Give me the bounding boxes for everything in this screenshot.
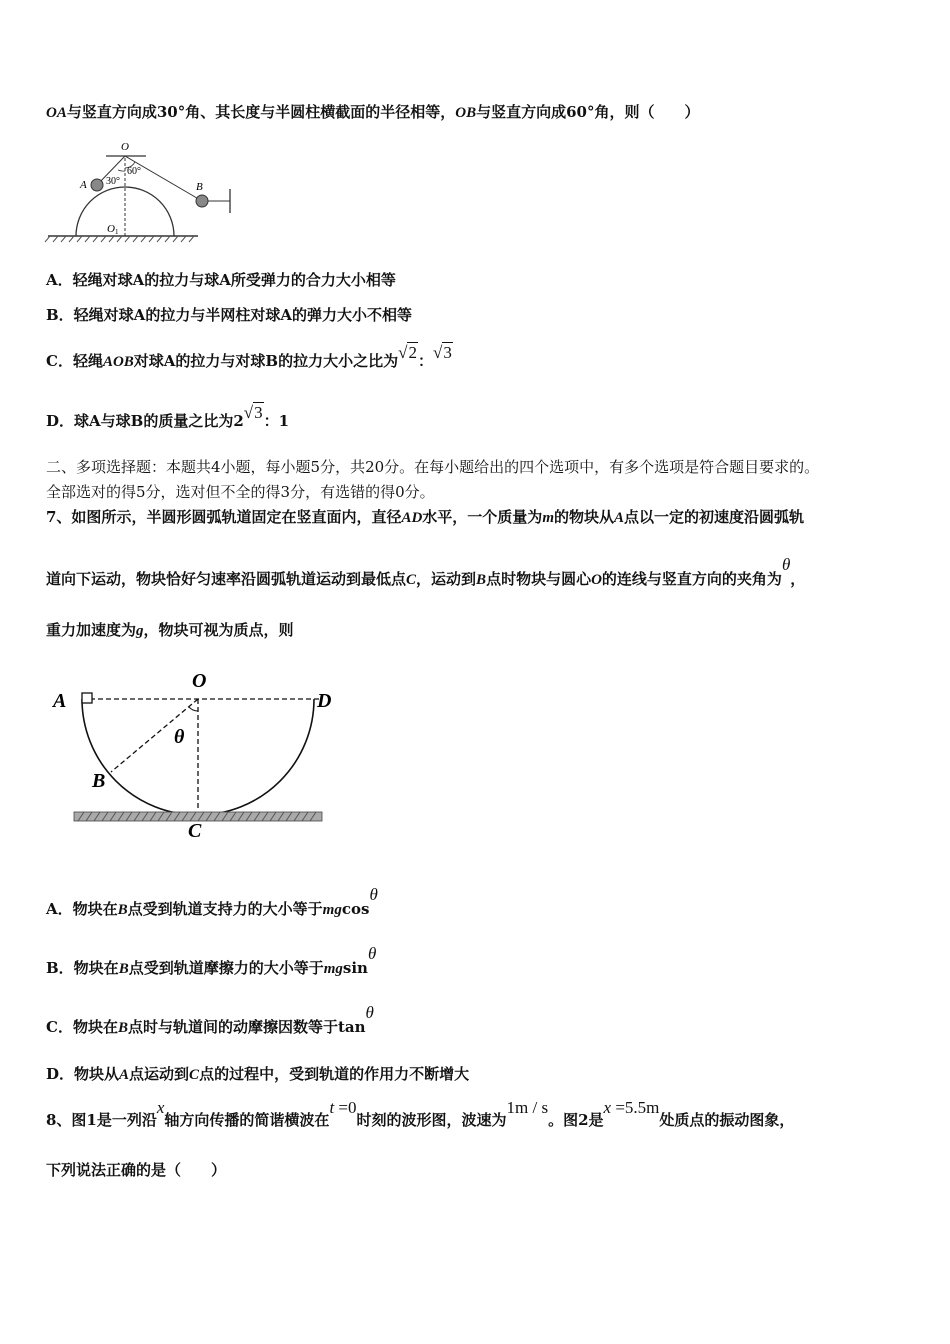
q7-figure xyxy=(48,665,358,845)
q7-stem-line1: 7、如图所示，半圆形圆弧轨道固定在竖直面内，直径AD水平，一个质量为m的物块从A点以一定的初速度沿圆弧轨 xyxy=(46,508,805,526)
q7-fig-label-d: D xyxy=(317,690,332,712)
sqrt-3: √3 xyxy=(243,403,263,422)
q7-option-a: A．物块在B点受到轨道支持力的大小等于mgcosθ xyxy=(46,885,378,918)
q6-fig-angle-60: 60° xyxy=(127,166,141,177)
q6-fig-label-a: A xyxy=(80,179,87,191)
q7-fig-label-c: C xyxy=(188,820,202,842)
q6-option-d: D．球A与球B的质量之比为2√3：1 xyxy=(46,403,290,430)
q8-stem-line1: 8、图1是一列沿x轴方向传播的简谐横波在t =0时刻的波形图，波速为1m / s。图2是x =5.5m处质点的振动图象， xyxy=(46,1098,795,1129)
q6-fig-label-b: B xyxy=(196,181,203,193)
sqrt-2: √2 xyxy=(398,343,417,362)
q7-fig-label-b: B xyxy=(92,770,106,792)
q7-option-d: D．物块从A点运动到C点的过程中，受到轨道的作用力不断增大 xyxy=(46,1065,470,1083)
q7-option-c: C．物块在B点时与轨道间的动摩擦因数等于tanθ xyxy=(46,1003,374,1036)
q7-option-b: B．物块在B点受到轨道摩擦力的大小等于mgsinθ xyxy=(46,944,377,977)
q6-fig-label-o1-sub: 1 xyxy=(115,228,119,236)
q6-fig-label-o: O xyxy=(121,141,129,153)
q6-fig-label-o1: O xyxy=(107,223,115,235)
q6-option-c: C．轻绳AOB对球A的拉力与对球B的拉力大小之比为√2：√3 xyxy=(46,343,452,370)
q8-stem-line2: 下列说法正确的是（ ） xyxy=(46,1161,227,1179)
q7-stem-line2: 道向下运动，物块恰好匀速率沿圆弧轨道运动到最低点C，运动到B点时物块与圆心O的连线与竖直方向的夹角为θ， xyxy=(46,555,806,588)
q7-fig-label-a: A xyxy=(53,690,67,712)
q7-fig-label-o: O xyxy=(192,670,207,692)
sqrt-3: √3 xyxy=(432,343,452,362)
q6-stem: OA与竖直方向成30°角、其长度与半圆柱横截面的半径相等，OB与竖直方向成60°角，则（ ） xyxy=(46,103,700,121)
q6-fig-angle-30: 30° xyxy=(106,176,120,187)
section-header-line1: 二、多项选择题：本题共4小题，每小题5分，共20分。在每小题给出的四个选项中，有多个选项是符合题目要求的。 xyxy=(46,458,820,476)
section-header-line2: 全部选对的得5分，选对但不全的得3分，有选错的得0分。 xyxy=(46,483,435,501)
q6-option-a: A．轻绳对球A的拉力与球A所受弹力的合力大小相等 xyxy=(46,271,396,289)
q6-option-b: B．轻绳对球A的拉力与半网柱对球A的弹力大小不相等 xyxy=(46,306,412,324)
q7-stem-line3: 重力加速度为g，物块可视为质点，则 xyxy=(46,621,294,639)
q7-fig-label-theta: θ xyxy=(174,726,185,748)
q6-figure xyxy=(44,138,244,244)
